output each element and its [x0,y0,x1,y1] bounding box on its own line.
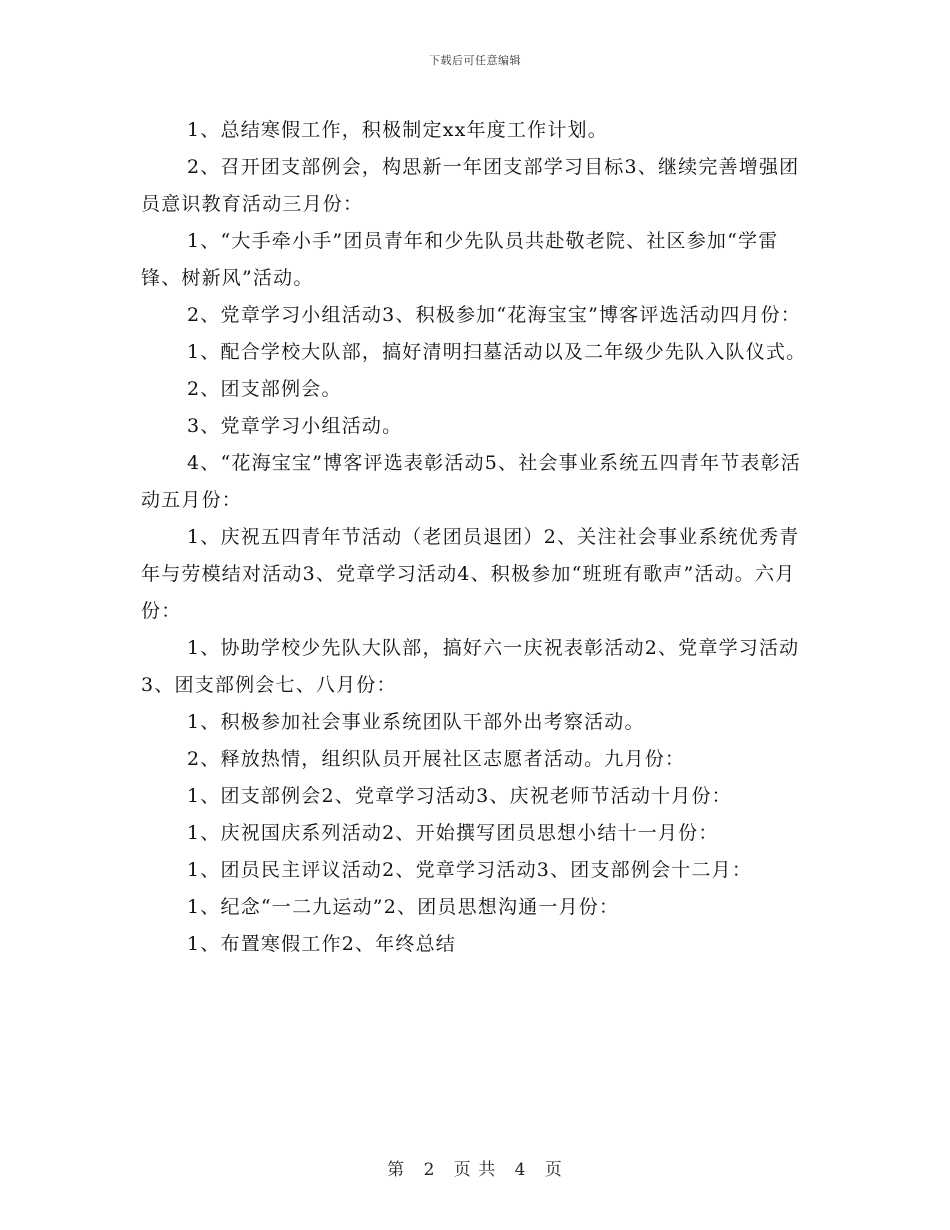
paragraph: 1、庆祝国庆系列活动2、开始撰写团员思想小结十一月份： [187,822,719,844]
paragraph: 1、布置寒假工作2、年终总结 [187,933,456,955]
page-header: 下载后可任意编辑 [429,54,521,67]
paragraph: 1、“大手牵小手”团员青年和少先队员共赴敬老院、社区参加“学雷锋、树新风”活动。 [141,230,779,289]
paragraph: 1、庆祝五四青年节活动（老团员退团）2、关注社会事业系统优秀青年与劳模结对活动3、党章学习活动4、积极参加“班班有歌声”活动。六月份： [141,526,800,622]
page-number: 2 [423,1160,436,1180]
page-footer [0,1155,950,1180]
document-body [141,112,809,963]
footer-prefix: 第 [387,1160,406,1180]
paragraph: 1、协助学校少先队大队部，搞好六一庆祝表彰活动2、党章学习活动3、团支部例会七、八月份： [141,637,800,696]
paragraph: 2、党章学习小组活动3、积极参加“花海宝宝”博客评选活动四月份： [187,304,802,326]
paragraph: 2、团支部例会。 [187,378,342,400]
paragraph: 1、团员民主评议活动2、党章学习活动3、团支部例会十二月： [187,859,753,881]
paragraph: 1、总结寒假工作，积极制定xx年度工作计划。 [187,119,608,141]
footer-suffix: 页 [544,1160,563,1180]
paragraph: 1、配合学校大队部，搞好清明扫墓活动以及二年级少先队入队仪式。 [187,341,807,363]
paragraph: 4、“花海宝宝”博客评选表彰活动5、社会事业系统五四青年节表彰活动五月份： [141,452,802,511]
paragraph: 1、团支部例会2、党章学习活动3、庆祝老师节活动十月份： [187,785,732,807]
paragraph: 1、纪念“一二九运动”2、团员思想沟通一月份： [187,896,620,918]
paragraph: 3、党章学习小组活动。 [187,415,403,437]
paragraph: 1、积极参加社会事业系统团队干部外出考察活动。 [187,711,645,733]
paragraph: 2、释放热情，组织队员开展社区志愿者活动。九月份： [187,748,686,770]
paragraph: 2、召开团支部例会，构思新一年团支部学习目标3、继续完善增强团员意识教育活动三月份： [141,156,800,215]
footer-mid: 页 共 [453,1160,497,1180]
total-pages: 4 [514,1160,527,1180]
